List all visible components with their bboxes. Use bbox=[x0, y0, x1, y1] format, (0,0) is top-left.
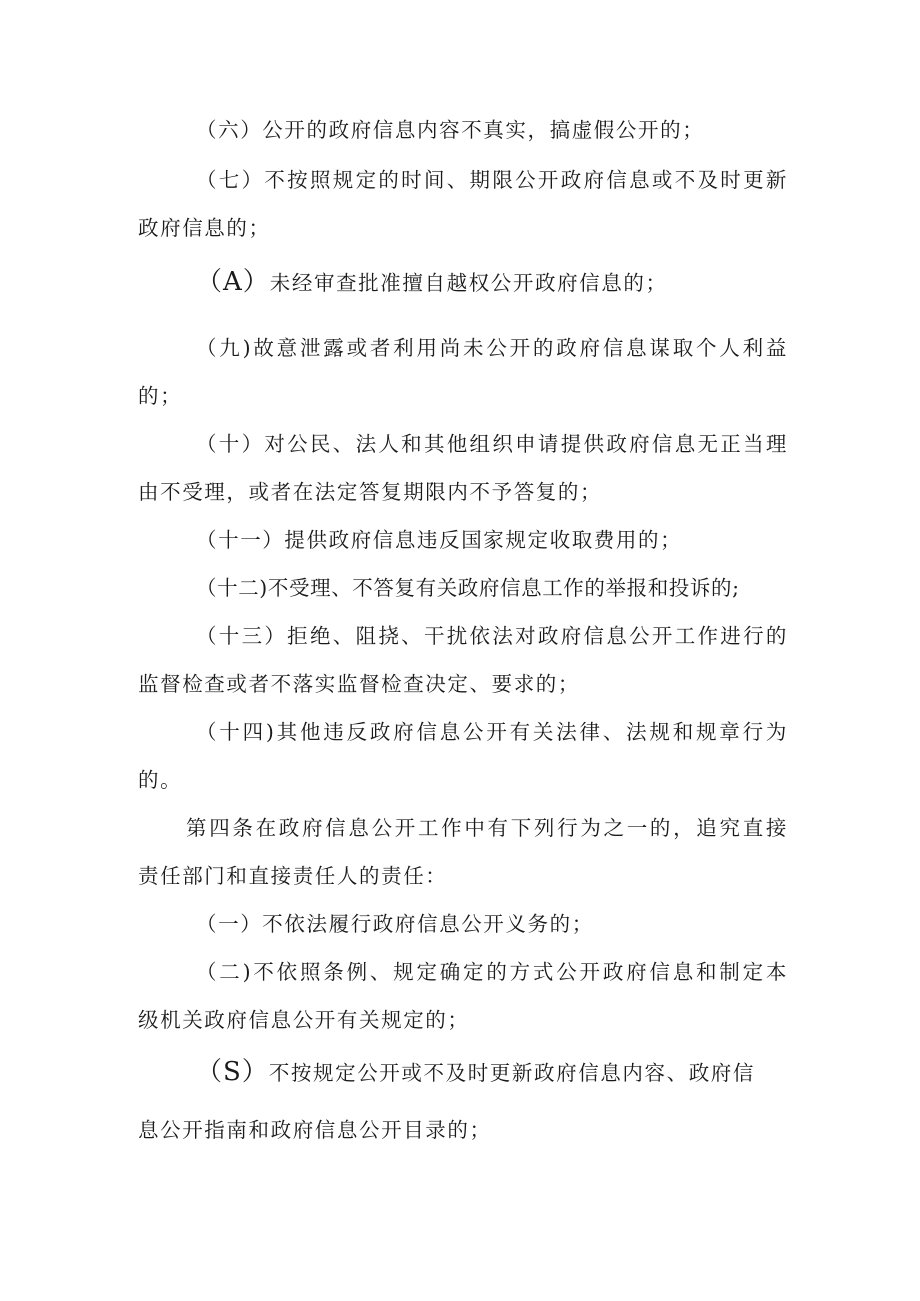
item-marker-s: （S） bbox=[196, 1057, 269, 1087]
paragraph-item-13-line-2: 监督检查或者不落实监督检查决定、要求的； bbox=[138, 672, 580, 696]
paragraph-item-8 bbox=[196, 262, 788, 302]
article-4-line-1: 第四条在政府信息公开工作中有下列行为之一的，追究直接 bbox=[186, 816, 788, 840]
paragraph-item-7-line-1: （七）不按照规定的时间、期限公开政府信息或不及时更新 bbox=[196, 168, 788, 192]
paragraph-item-9-line-1: （九)故意泄露或者利用尚未公开的政府信息谋取个人利益 bbox=[196, 336, 788, 360]
text-line: 不按规定公开或不及时更新政府信息内容、政府信 bbox=[268, 1061, 756, 1085]
text-line: 未经审查批准擅自越权公开政府信息的； bbox=[269, 271, 668, 295]
paragraph-item-6 bbox=[196, 112, 788, 148]
article-4-line-2: 责任部门和直接责任人的责任： bbox=[138, 864, 448, 888]
item-marker-a: （A） bbox=[196, 267, 270, 297]
paragraph-item-11: （十一）提供政府信息违反国家规定收取费用的； bbox=[196, 528, 683, 552]
paragraph-item-14-line-1: （十四)其他违反政府信息公开有关法律、法规和规章行为 bbox=[196, 720, 788, 744]
article-4-item-3-line-2: 息公开指南和政府信息公开目录的； bbox=[138, 1118, 492, 1142]
paragraph-item-10-line-2: 由不受理，或者在法定答复期限内不予答复的； bbox=[138, 480, 603, 504]
article-4-item-3-line-1 bbox=[196, 1052, 788, 1092]
paragraph-item-7-line-2: 政府信息的； bbox=[138, 216, 271, 240]
article-4-item-2-line-1: （二)不依照条例、规定确定的方式公开政府信息和制定本 bbox=[196, 960, 788, 984]
article-4-item-2-line-2: 级机关政府信息公开有关规定的； bbox=[138, 1008, 470, 1032]
text-line: （六）公开的政府信息内容不真实，搞虚假公开的； bbox=[196, 118, 705, 142]
paragraph-item-12: （十二)不受理、不答复有关政府信息工作的举报和投诉的; bbox=[196, 576, 740, 600]
article-4-item-1: （一）不依法履行政府信息公开义务的； bbox=[196, 912, 594, 936]
paragraph-item-9-line-2: 的； bbox=[138, 384, 183, 408]
paragraph-item-14-line-2: 的。 bbox=[138, 768, 183, 792]
paragraph-item-13-line-1: （十三）拒绝、阻挠、干扰依法对政府信息公开工作进行的 bbox=[196, 624, 788, 648]
paragraph-item-10-line-1: （十）对公民、法人和其他组织申请提供政府信息无正当理 bbox=[196, 432, 788, 456]
